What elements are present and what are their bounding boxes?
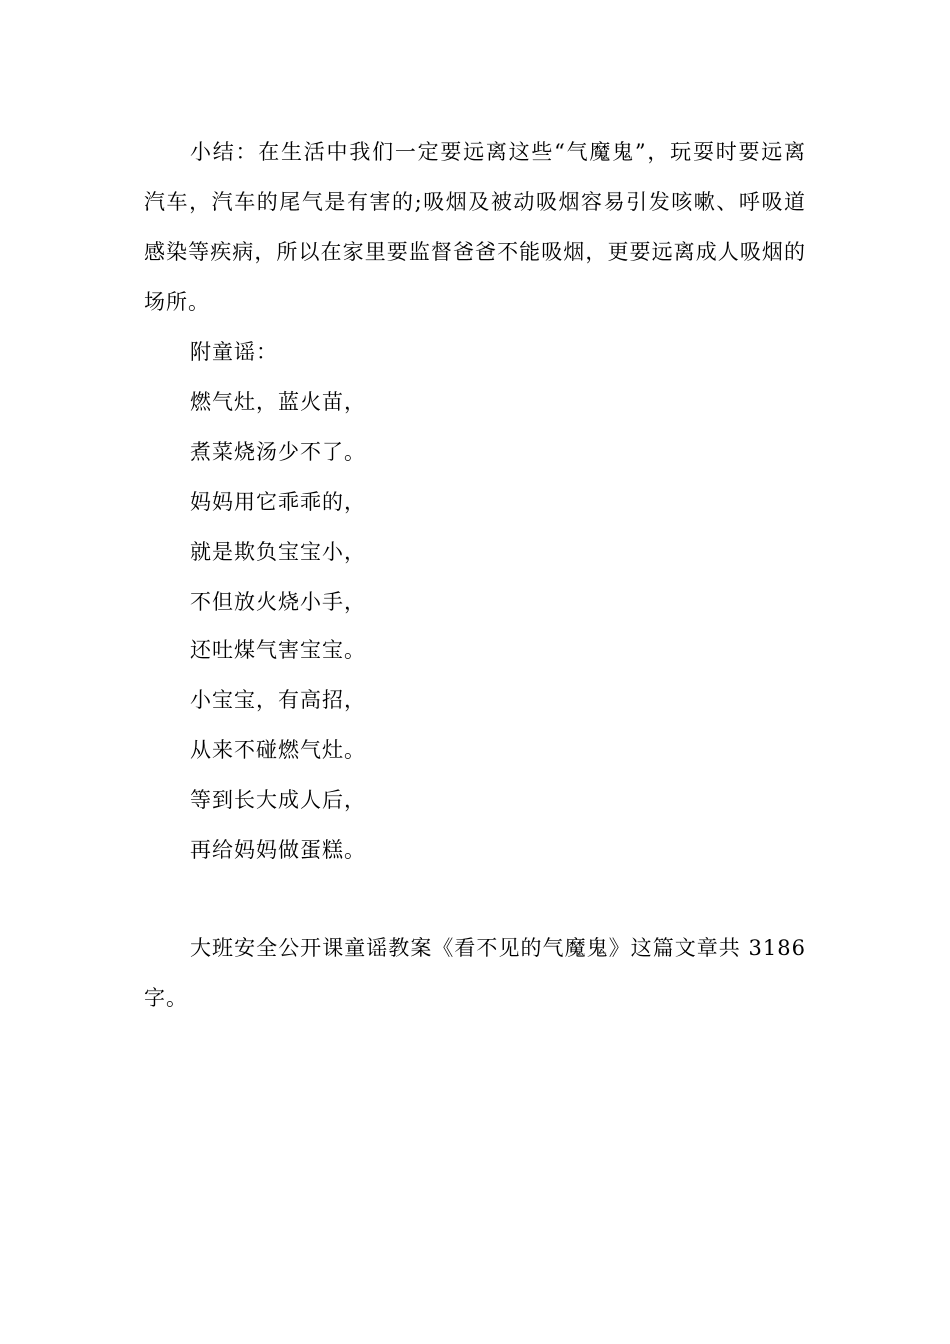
rhyme-line: 从来不碰燃气灶。 [190,738,366,762]
rhyme-line: 等到长大成人后， [190,788,366,812]
rhyme-line: 小宝宝，有高招， [190,688,366,712]
summary-paragraph: 小结：在生活中我们一定要远离这些“气魔鬼”，玩耍时要远离汽车，汽车的尾气是有害的;吸烟及被动吸烟容易引发咳嗽、呼吸道感染等疾病，所以在家里要监督爸爸不能吸烟，更要远离成人吸烟的场所。 [144,140,806,314]
rhyme-line: 再给妈妈做蛋糕。 [190,838,366,862]
rhyme-line: 煮菜烧汤少不了。 [190,440,366,464]
rhyme-line: 就是欺负宝宝小， [190,540,366,564]
rhyme-heading: 附童谣： [190,340,278,364]
rhyme-line: 燃气灶，蓝火苗， [190,390,366,414]
rhyme-line: 还吐煤气害宝宝。 [190,638,366,662]
footer-note: 大班安全公开课童谣教案《看不见的气魔鬼》这篇文章共 3186 字。 [144,936,806,1010]
rhyme-line: 不但放火烧小手， [190,590,366,614]
rhyme-line: 妈妈用它乖乖的， [190,490,366,514]
